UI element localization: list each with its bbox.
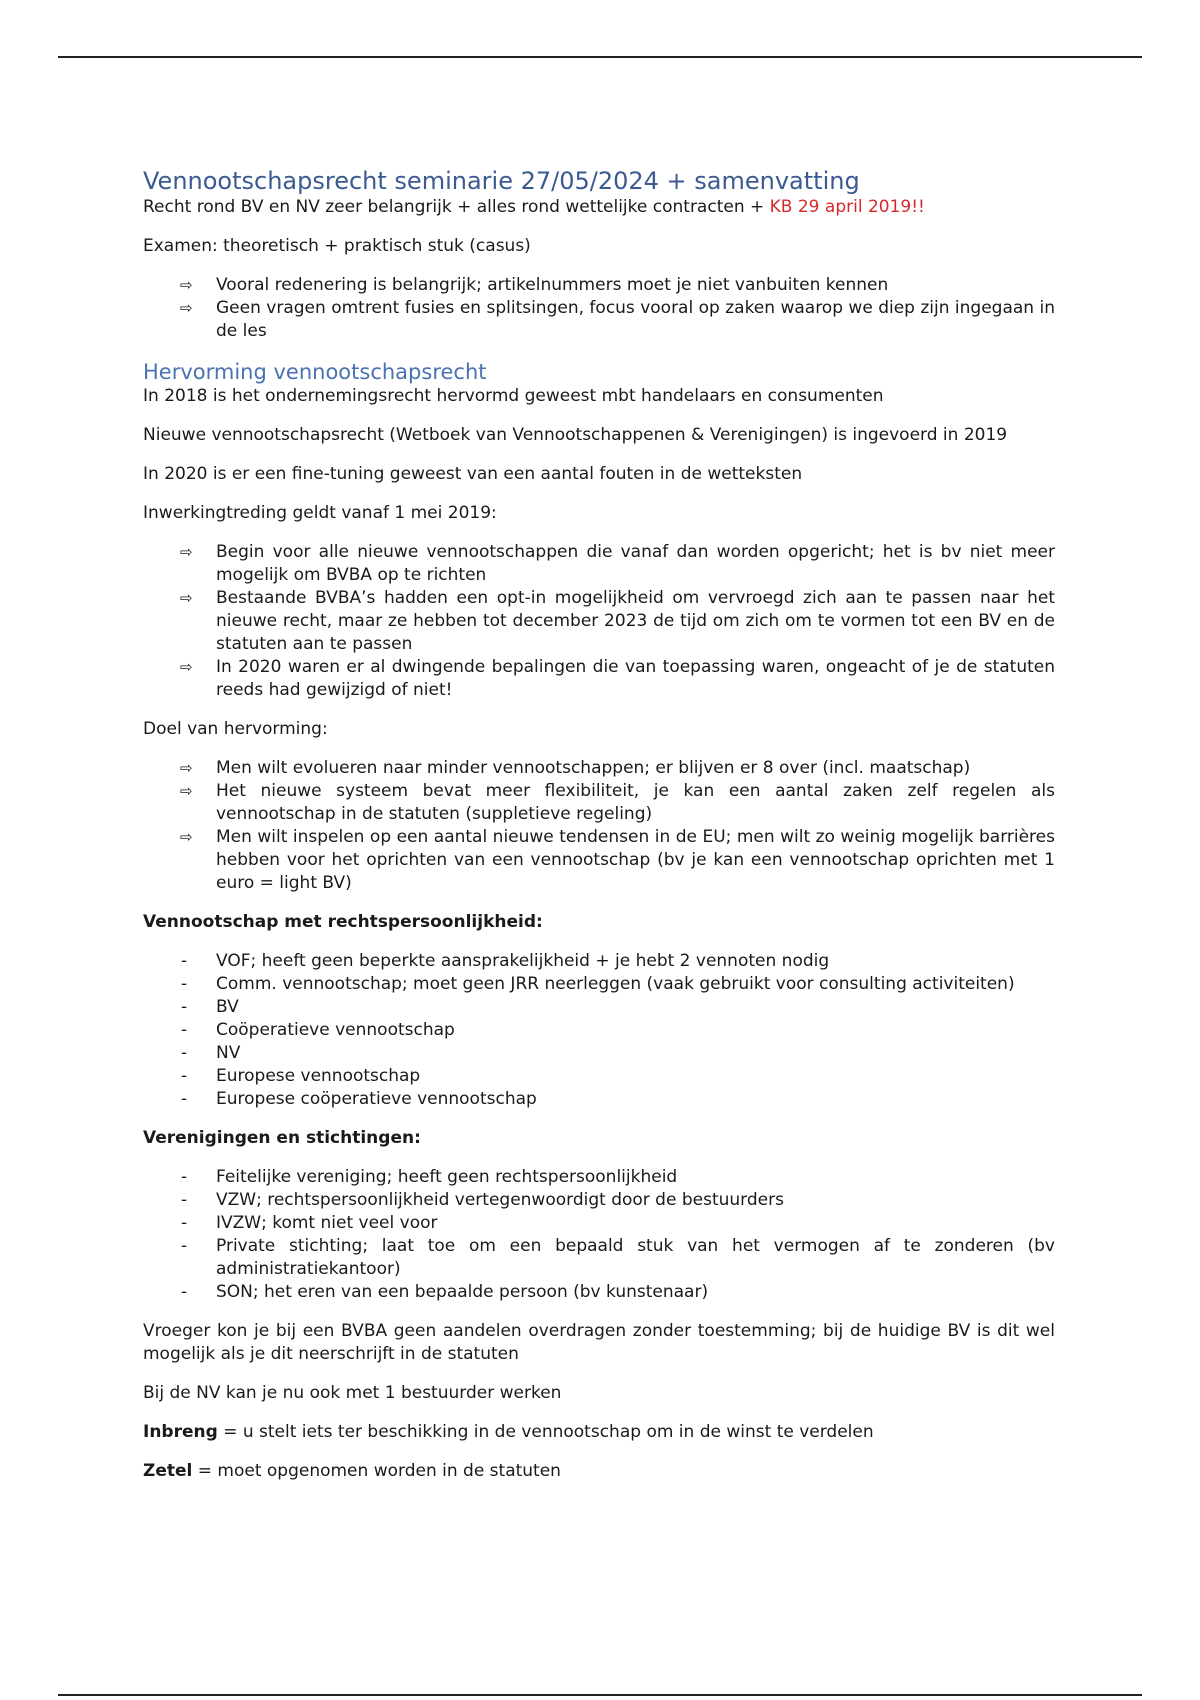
dash-bullet: - xyxy=(181,1190,188,1210)
paragraph: In 2020 is er een fine-tuning geweest van een aantal fouten in de wetteksten xyxy=(143,464,803,484)
doel-list xyxy=(143,757,1055,895)
dash-bullet: - xyxy=(181,997,188,1017)
list-item xyxy=(143,780,1055,826)
list-item-text: Coöperatieve vennootschap xyxy=(216,1020,455,1040)
list-item-text: Feitelijke vereniging; heeft geen rechtspersoonlijkheid xyxy=(216,1167,678,1187)
dash-bullet: - xyxy=(181,1020,188,1040)
list-item xyxy=(143,757,1055,780)
definition: = u stelt iets ter beschikking in de vennootschap om in de winst te verdelen xyxy=(217,1422,874,1442)
list-item-text: In 2020 waren er al dwingende bepalingen die van toepassing waren, ongeacht of je de statuten reeds had gewijzigd of niet! xyxy=(216,657,1055,700)
arrow-icon: ⇨ xyxy=(180,828,193,846)
dash-bullet: - xyxy=(181,1282,188,1302)
list-item xyxy=(143,826,1055,895)
rechtspersoon-list xyxy=(143,950,1055,1111)
arrow-icon: ⇨ xyxy=(180,589,193,607)
paragraph: Nieuwe vennootschapsrecht (Wetboek van Vennootschappenen & Verenigingen) is ingevoerd in 2019 xyxy=(143,425,1008,445)
section-heading: Hervorming vennootschapsrecht xyxy=(143,360,487,384)
list-item xyxy=(143,274,1055,297)
exam-list xyxy=(143,274,1055,343)
list-item xyxy=(143,297,1055,343)
list-item xyxy=(143,973,1055,996)
arrow-icon: ⇨ xyxy=(180,759,193,777)
page-title: Vennootschapsrecht seminarie 27/05/2024 + samenvatting xyxy=(143,167,860,195)
paragraph: In 2018 is het ondernemingsrecht hervormd geweest mbt handelaars en consumenten xyxy=(143,386,884,406)
list-item xyxy=(143,1189,1055,1212)
list-item-text: Geen vragen omtrent fusies en splitsingen, focus vooral op zaken waarop we diep zijn ingegaan in de les xyxy=(216,298,1055,341)
dash-bullet: - xyxy=(181,974,188,994)
definition-inbreng xyxy=(143,1421,1055,1444)
exam-paragraph: Examen: theoretisch + praktisch stuk (casus) xyxy=(143,236,531,256)
list-item xyxy=(143,1088,1055,1111)
list-item-text: Vooral redenering is belangrijk; artikelnummers moet je niet vanbuiten kennen xyxy=(216,275,889,295)
list-item-text: IVZW; komt niet veel voor xyxy=(216,1213,438,1233)
list-item xyxy=(143,996,1055,1019)
arrow-icon: ⇨ xyxy=(180,299,193,317)
dash-bullet: - xyxy=(181,1066,188,1086)
dash-bullet: - xyxy=(181,1213,188,1233)
list-item-text: Comm. vennootschap; moet geen JRR neerleggen (vaak gebruikt voor consulting activiteiten) xyxy=(216,974,1015,994)
term: Zetel xyxy=(143,1461,193,1481)
list-item xyxy=(143,587,1055,656)
arrow-icon: ⇨ xyxy=(180,543,193,561)
list-item xyxy=(143,1281,1055,1304)
footer-rule xyxy=(58,1694,1142,1696)
definition: = moet opgenomen worden in de statuten xyxy=(192,1461,561,1481)
subheading: Vennootschap met rechtspersoonlijkheid: xyxy=(143,912,543,932)
paragraph: Vroeger kon je bij een BVBA geen aandelen overdragen zonder toestemming; bij de huidige BV is dit wel mogelijk als je dit neerschrijft in de statuten xyxy=(143,1321,1055,1364)
list-item-text: BV xyxy=(216,997,239,1017)
list-item-text: VZW; rechtspersoonlijkheid vertegenwoordigt door de bestuurders xyxy=(216,1190,784,1210)
paragraph: Bij de NV kan je nu ook met 1 bestuurder werken xyxy=(143,1383,562,1403)
intro-paragraph xyxy=(143,196,1055,219)
list-item-text: Europese coöperatieve vennootschap xyxy=(216,1089,537,1109)
document-body xyxy=(143,166,1055,1499)
intro-highlight: KB 29 april 2019!! xyxy=(769,197,925,217)
list-item xyxy=(143,1019,1055,1042)
header-rule xyxy=(58,56,1142,58)
paragraph: Inwerkingtreding geldt vanaf 1 mei 2019: xyxy=(143,503,497,523)
list-item-text: VOF; heeft geen beperkte aansprakelijkheid + je hebt 2 vennoten nodig xyxy=(216,951,830,971)
verenigingen-list xyxy=(143,1166,1055,1304)
inwerking-list xyxy=(143,541,1055,702)
list-item-text: Begin voor alle nieuwe vennootschappen die vanaf dan worden opgericht; het is bv niet meer mogelijk om BVBA op te richten xyxy=(216,542,1055,585)
arrow-icon: ⇨ xyxy=(180,276,193,294)
dash-bullet: - xyxy=(181,1167,188,1187)
list-item xyxy=(143,1042,1055,1065)
intro-text: Recht rond BV en NV zeer belangrijk + alles rond wettelijke contracten + xyxy=(143,197,770,217)
list-item xyxy=(143,656,1055,702)
term: Inbreng xyxy=(143,1422,218,1442)
list-item xyxy=(143,541,1055,587)
list-item xyxy=(143,1166,1055,1189)
list-item-text: Men wilt evolueren naar minder vennootschappen; er blijven er 8 over (incl. maatschap) xyxy=(216,758,971,778)
list-item-text: NV xyxy=(216,1043,241,1063)
list-item-text: Private stichting; laat toe om een bepaald stuk van het vermogen af te zonderen (bv administratiekantoor) xyxy=(216,1236,1055,1279)
list-item xyxy=(143,950,1055,973)
subheading: Verenigingen en stichtingen: xyxy=(143,1128,421,1148)
list-item xyxy=(143,1065,1055,1088)
list-item-text: Men wilt inspelen op een aantal nieuwe tendensen in de EU; men wilt zo weinig mogelijk barrières hebben voor het oprichten van een vennootschap (bv je kan een vennootschap oprichten met 1 euro = light BV) xyxy=(216,827,1055,893)
definition-zetel xyxy=(143,1460,1055,1483)
list-item-text: Bestaande BVBA’s hadden een opt-in mogelijkheid om vervroegd zich aan te passen naar het nieuwe recht, maar ze hebben tot december 2023 de tijd om zich om te vormen tot een BV en de statuten aan te passen xyxy=(216,588,1055,654)
list-item-text: SON; het eren van een bepaalde persoon (bv kunstenaar) xyxy=(216,1282,709,1302)
paragraph: Doel van hervorming: xyxy=(143,719,328,739)
arrow-icon: ⇨ xyxy=(180,782,193,800)
arrow-icon: ⇨ xyxy=(180,658,193,676)
dash-bullet: - xyxy=(181,1043,188,1063)
list-item xyxy=(143,1212,1055,1235)
dash-bullet: - xyxy=(181,1236,188,1256)
dash-bullet: - xyxy=(181,951,188,971)
dash-bullet: - xyxy=(181,1089,188,1109)
list-item-text: Het nieuwe systeem bevat meer flexibiliteit, je kan een aantal zaken zelf regelen als vennootschap in de statuten (suppletieve regeling) xyxy=(216,781,1055,824)
list-item xyxy=(143,1235,1055,1281)
list-item-text: Europese vennootschap xyxy=(216,1066,421,1086)
